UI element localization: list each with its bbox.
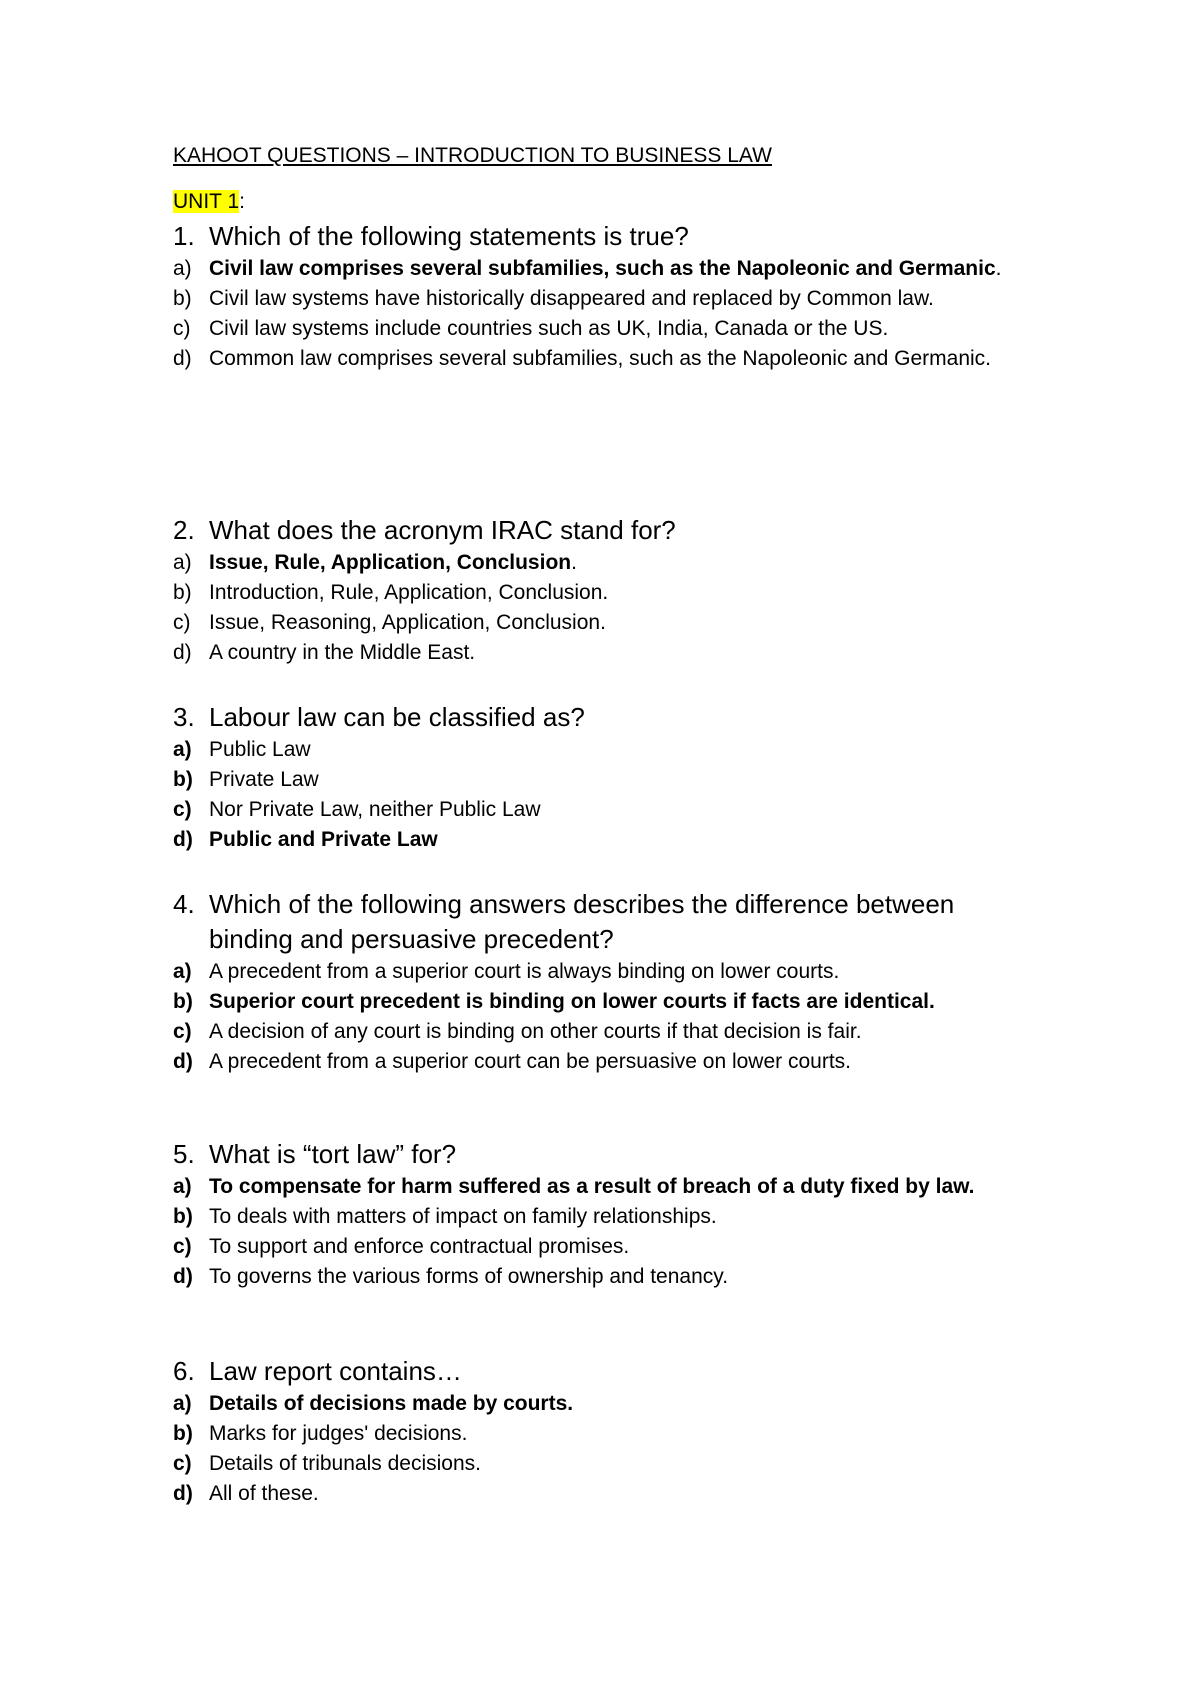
option-text: A country in the Middle East. <box>209 641 476 664</box>
option-text: Public Law <box>209 738 311 761</box>
option-text: Public and Private Law <box>209 828 438 851</box>
question-5 <box>173 1137 1035 1292</box>
option-letter: b) <box>173 1205 193 1228</box>
option-letter: a) <box>173 257 192 280</box>
question-2 <box>173 513 1035 668</box>
option-letter: d) <box>173 828 193 851</box>
option-a <box>173 1172 1035 1202</box>
option-b <box>173 1419 1035 1449</box>
question-6 <box>173 1354 1035 1509</box>
option-text: To deals with matters of impact on family relationships. <box>209 1205 717 1228</box>
option-letter: b) <box>173 990 193 1013</box>
option-text: Details of tribunals decisions. <box>209 1452 481 1475</box>
option-a <box>173 1389 1035 1419</box>
option-text: Issue, Reasoning, Application, Conclusion. <box>209 611 606 634</box>
option-a <box>173 735 1035 765</box>
option-text: Introduction, Rule, Application, Conclusion. <box>209 581 609 604</box>
option-d <box>173 1262 1035 1292</box>
question-number: 5. <box>173 1139 195 1169</box>
unit-suffix: : <box>239 190 245 213</box>
option-letter: c) <box>173 317 191 340</box>
option-text: Details of decisions made by courts. <box>209 1392 574 1415</box>
option-letter: b) <box>173 768 193 791</box>
question-text: What is “tort law” for? <box>209 1139 457 1169</box>
option-letter: b) <box>173 581 192 604</box>
option-a <box>173 957 1035 987</box>
option-text: To support and enforce contractual promises. <box>209 1235 630 1258</box>
option-text: Marks for judges' decisions. <box>209 1422 468 1445</box>
option-text: Superior court precedent is binding on lower courts if facts are identical. <box>209 990 935 1013</box>
unit-label: UNIT 1 <box>173 190 240 213</box>
document-title: KAHOOT QUESTIONS – INTRODUCTION TO BUSINESS LAW <box>173 144 772 167</box>
option-text: Nor Private Law, neither Public Law <box>209 798 541 821</box>
option-b <box>173 578 1035 608</box>
question-number: 2. <box>173 515 195 545</box>
option-letter: b) <box>173 1422 193 1445</box>
question-3 <box>173 700 1035 855</box>
unit-heading <box>173 190 245 214</box>
option-text: To compensate for harm suffered as a result of breach of a duty fixed by law. <box>209 1175 975 1198</box>
option-letter: d) <box>173 1265 193 1288</box>
question-text: Which of the following answers describes the difference between binding and persuasive precedent? <box>209 889 955 954</box>
option-letter: b) <box>173 287 192 310</box>
option-c <box>173 1017 1035 1047</box>
option-suffix: . <box>571 551 577 574</box>
option-d <box>173 1047 1035 1077</box>
option-text: A precedent from a superior court can be persuasive on lower courts. <box>209 1050 851 1073</box>
option-c <box>173 795 1035 825</box>
option-b <box>173 765 1035 795</box>
option-text: A precedent from a superior court is always binding on lower courts. <box>209 960 840 983</box>
option-letter: c) <box>173 1452 192 1475</box>
option-text: Private Law <box>209 768 319 791</box>
option-letter: a) <box>173 1175 192 1198</box>
option-c <box>173 1449 1035 1479</box>
question-text: What does the acronym IRAC stand for? <box>209 515 676 545</box>
option-letter: a) <box>173 738 192 761</box>
question-text: Law report contains… <box>209 1356 462 1386</box>
option-text: A decision of any court is binding on other courts if that decision is fair. <box>209 1020 862 1043</box>
option-d <box>173 1479 1035 1509</box>
option-letter: d) <box>173 1050 193 1073</box>
option-letter: c) <box>173 798 192 821</box>
option-a <box>173 254 1035 284</box>
option-c <box>173 608 1035 638</box>
option-c <box>173 1232 1035 1262</box>
option-text: To governs the various forms of ownership and tenancy. <box>209 1265 729 1288</box>
option-b <box>173 1202 1035 1232</box>
question-number: 4. <box>173 889 195 919</box>
question-number: 6. <box>173 1356 195 1386</box>
option-c <box>173 314 1035 344</box>
option-b <box>173 284 1035 314</box>
option-letter: a) <box>173 551 192 574</box>
question-1 <box>173 219 1035 374</box>
question-4 <box>173 887 1035 1077</box>
option-a <box>173 548 1035 578</box>
option-text: Civil law systems have historically disappeared and replaced by Common law. <box>209 287 934 310</box>
option-d <box>173 344 1035 374</box>
option-letter: a) <box>173 960 192 983</box>
option-suffix: . <box>995 257 1002 280</box>
option-letter: d) <box>173 1482 193 1505</box>
question-number: 1. <box>173 221 195 251</box>
option-letter: c) <box>173 611 191 634</box>
option-letter: d) <box>173 347 192 370</box>
question-text: Which of the following statements is true? <box>209 221 689 251</box>
option-letter: d) <box>173 641 192 664</box>
option-text: Common law comprises several subfamilies, such as the Napoleonic and Germanic. <box>209 347 992 370</box>
option-text: Civil law comprises several subfamilies, such as the Napoleonic and Germanic <box>209 257 996 280</box>
option-letter: c) <box>173 1235 192 1258</box>
option-letter: c) <box>173 1020 192 1043</box>
question-number: 3. <box>173 702 195 732</box>
option-b <box>173 987 1035 1017</box>
option-text: Issue, Rule, Application, Conclusion <box>209 551 572 574</box>
option-letter: a) <box>173 1392 192 1415</box>
option-d <box>173 638 1035 668</box>
option-text: Civil law systems include countries such as UK, India, Canada or the US. <box>209 317 889 340</box>
question-text: Labour law can be classified as? <box>209 702 585 732</box>
option-d <box>173 825 1035 855</box>
option-text: All of these. <box>209 1482 319 1505</box>
